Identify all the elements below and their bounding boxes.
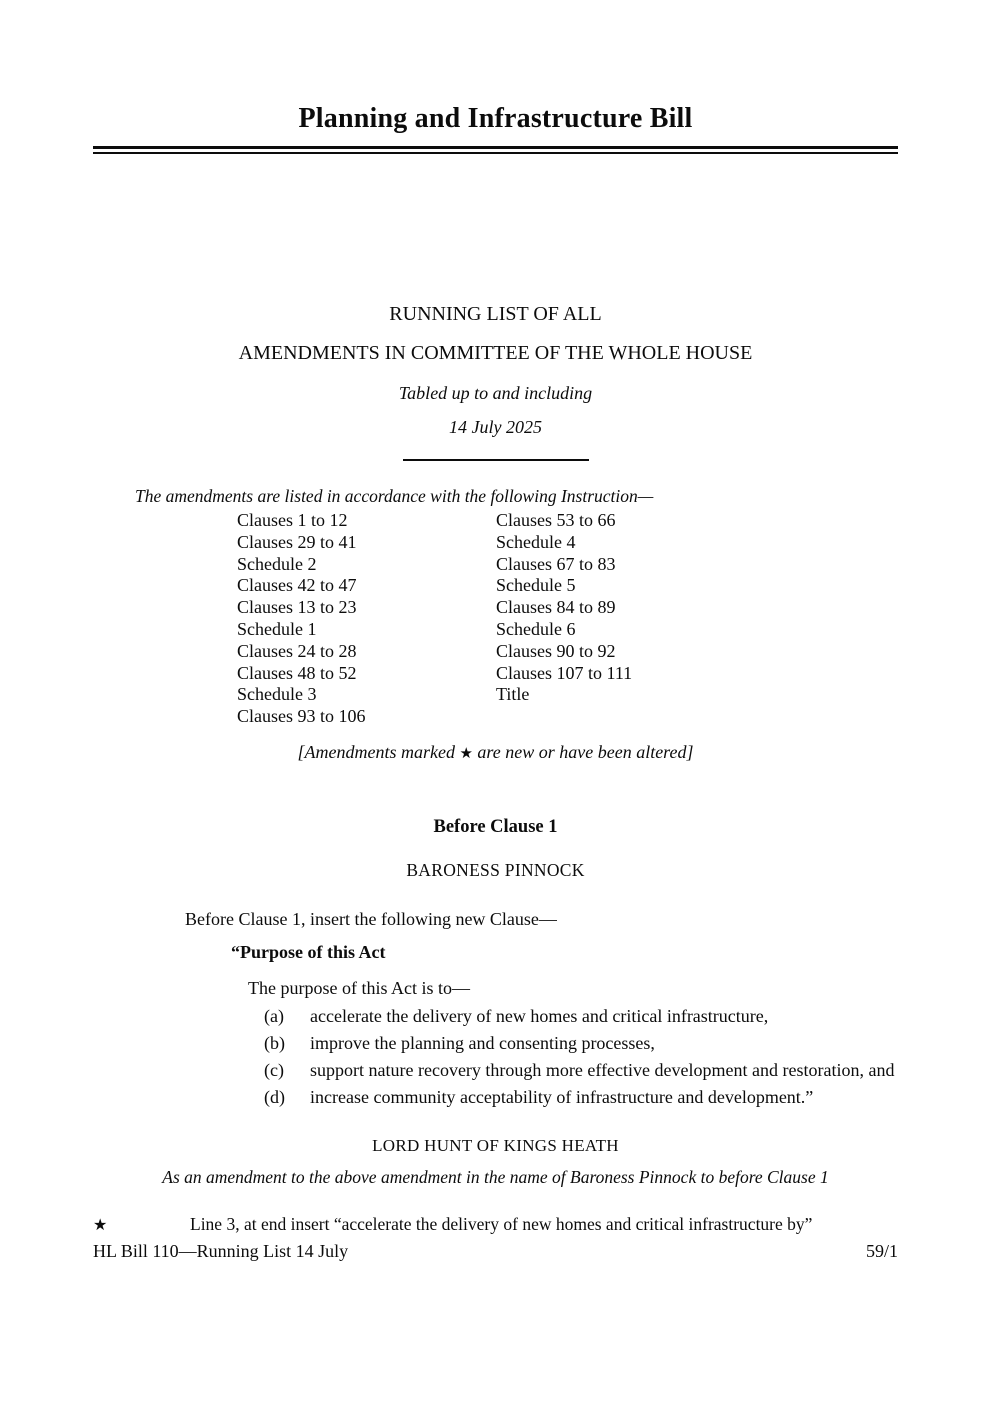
marked-note-prefix: [Amendments marked [297, 742, 460, 762]
instruction-item: Schedule 3 [237, 684, 317, 705]
clause-item-d [93, 1087, 898, 1109]
instruction-item: Clauses 67 to 83 [496, 553, 616, 574]
instruction-item: Clauses 29 to 41 [237, 531, 357, 552]
provision-text: improve the planning and consenting processes, [310, 1033, 655, 1053]
tabled-date: 14 July 2025 [449, 417, 542, 437]
provision-text: support nature recovery through more effective development and restoration, and [310, 1060, 895, 1080]
instruction-columns [93, 510, 898, 729]
mover-name: LORD HUNT OF KINGS HEATH [372, 1135, 619, 1155]
instruction-item: Schedule 6 [496, 618, 576, 639]
instruction-item: Clauses 24 to 28 [237, 640, 357, 661]
provision-label: (a) [264, 1006, 284, 1026]
instruction-item: Clauses 42 to 47 [237, 575, 357, 596]
provision-label: (c) [264, 1060, 284, 1080]
instruction-left-column [237, 510, 366, 728]
footer-bill-reference: HL Bill 110—Running List 14 July [93, 1241, 349, 1261]
instruction-item: Clauses 13 to 23 [237, 597, 357, 618]
instruction-item: Schedule 1 [237, 618, 317, 639]
running-list-heading: RUNNING LIST OF ALL [389, 303, 602, 325]
instruction-item: Clauses 90 to 92 [496, 640, 616, 661]
clause-item-b [93, 1033, 898, 1055]
provision-text: accelerate the delivery of new homes and critical infrastructure, [310, 1006, 769, 1026]
instruction-item: Schedule 4 [496, 531, 576, 552]
instruction-item: Clauses 48 to 52 [237, 662, 357, 683]
tabled-note: Tabled up to and including [398, 383, 593, 403]
provision-label: (d) [264, 1087, 285, 1107]
sub-amendment-note: As an amendment to the above amendment in the name of Baroness Pinnock to before Clause 1 [162, 1166, 829, 1187]
instruction-item: Schedule 5 [496, 575, 576, 596]
clause-provisions [93, 1006, 898, 1109]
marked-amendments-note [93, 742, 898, 765]
starred-amendment-text: Line 3, at end insert “accelerate the delivery of new homes and critical infrastructure by” [190, 1213, 813, 1234]
divider-rule [403, 459, 589, 461]
provision-text: increase community acceptability of infrastructure and development.” [310, 1087, 814, 1107]
instruction-intro: The amendments are listed in accordance with the following Instruction— [135, 486, 654, 506]
bill-title: Planning and Infrastructure Bill [298, 103, 693, 134]
committee-heading: AMENDMENTS IN COMMITTEE OF THE WHOLE HOUSE [238, 342, 753, 364]
instruction-item: Schedule 2 [237, 553, 317, 574]
instruction-right-column [496, 510, 632, 706]
page-footer [93, 1241, 898, 1262]
marked-note-suffix: are new or have been altered] [472, 742, 694, 762]
mover-name: BARONESS PINNOCK [406, 860, 585, 880]
starred-amendment [93, 1214, 898, 1237]
clause-body-intro: The purpose of this Act is to— [248, 978, 470, 998]
instruction-item: Clauses 93 to 106 [237, 706, 366, 727]
title-double-rule [93, 146, 898, 154]
new-clause-heading: “Purpose of this Act [231, 942, 386, 962]
star-icon: ★ [93, 1216, 108, 1234]
document-content [0, 102, 991, 1262]
instruction-item: Clauses 1 to 12 [237, 510, 348, 530]
footer-page-reference: 59/1 [865, 1241, 898, 1261]
section-heading-before-clause-1: Before Clause 1 [433, 817, 558, 837]
instruction-item: Clauses 84 to 89 [496, 597, 616, 618]
clause-item-c [93, 1060, 898, 1082]
amendment-instruction: Before Clause 1, insert the following new Clause— [185, 909, 557, 929]
instruction-item: Title [496, 684, 530, 705]
star-icon: ★ [459, 746, 473, 762]
provision-label: (b) [264, 1033, 285, 1053]
instruction-item: Clauses 107 to 111 [496, 662, 633, 683]
instruction-item: Clauses 53 to 66 [496, 510, 616, 530]
clause-item-a [93, 1006, 898, 1028]
